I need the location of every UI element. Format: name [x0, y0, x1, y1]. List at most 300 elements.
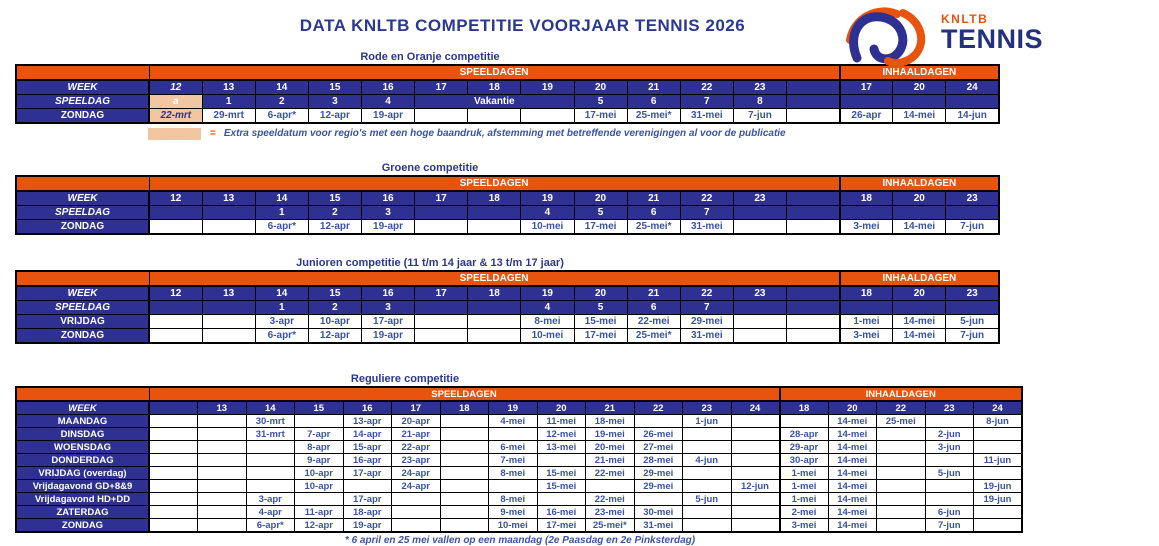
date-cell	[925, 454, 974, 467]
date-cell	[468, 109, 521, 124]
row-label: SPEELDAG	[16, 206, 149, 220]
date-cell: 3-mei	[840, 329, 893, 344]
table-corner-cell	[16, 271, 149, 286]
week-cell: 18	[468, 191, 521, 206]
speeldag-cell: 5	[574, 206, 627, 220]
week-cell: 12	[149, 286, 202, 301]
week-cell: 15	[308, 286, 361, 301]
date-cell: 1-mei	[840, 315, 893, 329]
speeldag-cell: 6	[627, 95, 680, 109]
date-cell: 14-mei	[893, 220, 946, 235]
date-cell: 6-apr*	[255, 329, 308, 344]
date-cell: 19-apr	[362, 220, 415, 235]
legend-text: Extra speeldatum voor regio's met een hoge baandruk, afstemming met betreffende verenigingen al voor de publicatie	[223, 128, 786, 139]
week-cell: 18	[840, 191, 893, 206]
date-cell: 14-mei	[828, 493, 877, 506]
legend-equals-sign: =	[210, 128, 216, 139]
row-label: DINSDAG	[16, 428, 149, 441]
date-cell: 6-mei	[489, 441, 538, 454]
date-cell	[537, 493, 586, 506]
date-cell	[974, 441, 1023, 454]
date-cell	[295, 415, 344, 428]
date-cell: 17-mei	[574, 329, 627, 344]
table-row-speeldag	[16, 95, 999, 109]
date-cell	[198, 415, 247, 428]
date-cell	[198, 519, 247, 533]
date-cell: 14-mei	[828, 428, 877, 441]
table-title-groene: Groene competitie	[381, 162, 479, 174]
week-cell: 13	[202, 191, 255, 206]
date-cell: 29-mei	[634, 480, 683, 493]
week-cell: 19	[521, 191, 574, 206]
speeldag-cell: 4	[362, 95, 415, 109]
date-cell	[586, 480, 635, 493]
date-cell: 12-apr	[308, 109, 361, 124]
date-cell: 10-mei	[521, 220, 574, 235]
speeldag-cell	[149, 206, 202, 220]
date-cell	[198, 428, 247, 441]
date-cell: 13-mei	[537, 441, 586, 454]
date-cell	[202, 220, 255, 235]
date-cell: 14-mei	[828, 467, 877, 480]
speeldag-cell	[946, 206, 999, 220]
date-cell: 20-apr	[392, 415, 441, 428]
speeldag-cell	[787, 95, 840, 109]
date-cell: 14-mei	[893, 329, 946, 344]
date-cell	[731, 493, 780, 506]
date-cell	[634, 493, 683, 506]
row-label: ZATERDAG	[16, 506, 149, 519]
date-cell: 4-jun	[683, 454, 732, 467]
date-cell	[246, 467, 295, 480]
date-cell: 7-mei	[489, 454, 538, 467]
speeldagen-header: SPEELDAGEN	[149, 271, 840, 286]
date-cell	[733, 329, 786, 344]
table-row-zondag	[16, 220, 999, 235]
date-cell: 7-jun	[925, 519, 974, 533]
date-cell	[974, 519, 1023, 533]
date-cell: 31-mei	[680, 109, 733, 124]
date-cell: 14-mei	[828, 415, 877, 428]
date-cell: 30-mei	[634, 506, 683, 519]
date-cell	[731, 519, 780, 533]
date-cell	[149, 415, 198, 428]
week-cell: 17	[415, 80, 468, 95]
week-cell: 23	[733, 80, 786, 95]
date-cell	[149, 480, 198, 493]
date-cell	[149, 441, 198, 454]
table-row-zondag	[16, 519, 1022, 533]
date-cell: 19-apr	[343, 519, 392, 533]
date-cell: 15-mei	[537, 480, 586, 493]
row-label: VRIJDAG	[16, 315, 149, 329]
date-cell	[787, 329, 840, 344]
week-cell: 13	[202, 286, 255, 301]
date-cell: 26-apr	[840, 109, 893, 124]
date-cell: 3-mei	[840, 220, 893, 235]
date-cell	[440, 454, 489, 467]
week-cell: 14	[246, 401, 295, 415]
date-cell	[202, 329, 255, 344]
date-cell: 1-jun	[683, 415, 732, 428]
date-cell	[731, 467, 780, 480]
date-cell	[537, 454, 586, 467]
date-cell	[149, 493, 198, 506]
week-cell: 17	[840, 80, 893, 95]
speeldag-cell	[149, 301, 202, 315]
row-label: WEEK	[16, 80, 149, 95]
speeldag-cell	[468, 206, 521, 220]
table-row-vrijdag-overdag-	[16, 467, 1022, 480]
week-cell: 16	[343, 401, 392, 415]
inhaaldagen-header: INHAALDAGEN	[840, 176, 999, 191]
date-cell	[198, 493, 247, 506]
date-cell	[877, 506, 926, 519]
date-cell	[198, 454, 247, 467]
date-cell: 12-apr	[295, 519, 344, 533]
date-cell	[683, 441, 732, 454]
date-cell	[198, 480, 247, 493]
date-cell	[415, 329, 468, 344]
date-cell	[246, 454, 295, 467]
date-cell: 17-apr	[343, 467, 392, 480]
week-cell: 23	[733, 286, 786, 301]
date-cell	[787, 109, 840, 124]
date-cell	[787, 315, 840, 329]
date-cell: 24-apr	[392, 467, 441, 480]
table-reguliere	[15, 386, 1023, 533]
date-cell	[149, 315, 202, 329]
date-cell	[440, 441, 489, 454]
date-cell: 19-apr	[362, 329, 415, 344]
row-label: ZONDAG	[16, 220, 149, 235]
knltb-swirl-icon	[843, 4, 935, 66]
week-cell: 22	[680, 286, 733, 301]
date-cell	[974, 467, 1023, 480]
date-cell	[149, 220, 202, 235]
date-cell	[733, 315, 786, 329]
date-cell	[787, 220, 840, 235]
week-cell: 18	[840, 286, 893, 301]
table-row-vrijdagavond-gd-8-9	[16, 480, 1022, 493]
speeldag-cell: 8	[733, 95, 786, 109]
inhaaldagen-header: INHAALDAGEN	[780, 387, 1023, 401]
row-label: VRIJDAG (overdag)	[16, 467, 149, 480]
date-cell: 30-apr	[780, 454, 829, 467]
date-cell: 1-mei	[780, 493, 829, 506]
date-cell	[246, 480, 295, 493]
week-cell: 23	[683, 401, 732, 415]
date-cell	[733, 220, 786, 235]
speeldagen-header: SPEELDAGEN	[149, 387, 780, 401]
speeldag-cell: 7	[680, 206, 733, 220]
date-cell: 22-apr	[392, 441, 441, 454]
logo-text	[941, 12, 1043, 52]
row-label: Vrijdagavond HD+DD	[16, 493, 149, 506]
week-cell: 20	[893, 191, 946, 206]
date-cell: 1-mei	[780, 480, 829, 493]
date-cell: 3-mei	[780, 519, 829, 533]
date-cell	[198, 506, 247, 519]
speeldag-cell	[787, 206, 840, 220]
week-cell: 20	[537, 401, 586, 415]
date-cell	[440, 467, 489, 480]
table-row-week	[16, 80, 999, 95]
date-cell: 7-apr	[295, 428, 344, 441]
date-cell	[468, 329, 521, 344]
date-cell	[925, 493, 974, 506]
date-cell	[731, 428, 780, 441]
table-row-speeldag	[16, 301, 999, 315]
table-row-woensdag	[16, 441, 1022, 454]
week-cell: 23	[925, 401, 974, 415]
date-cell: 2-jun	[925, 428, 974, 441]
speeldag-cell: 6	[627, 206, 680, 220]
date-cell	[731, 454, 780, 467]
legend	[148, 127, 1159, 140]
table-junioren	[15, 270, 1000, 344]
date-cell	[877, 441, 926, 454]
date-cell	[392, 519, 441, 533]
date-cell	[877, 467, 926, 480]
row-label: ZONDAG	[16, 109, 149, 124]
date-cell: 25-mei*	[627, 220, 680, 235]
table-title-reguliere: Reguliere competitie	[350, 373, 460, 385]
week-cell: 17	[392, 401, 441, 415]
week-cell: 16	[362, 80, 415, 95]
speeldag-cell: 1	[255, 301, 308, 315]
section-reguliere	[15, 372, 1159, 533]
date-cell: 29-mei	[634, 467, 683, 480]
date-cell	[246, 441, 295, 454]
table-title-junioren: Junioren competitie (11 t/m 14 jaar & 13 t/m 17 jaar)	[296, 257, 564, 269]
date-cell: 16-mei	[537, 506, 586, 519]
date-cell: 15-mei	[574, 315, 627, 329]
date-cell: 23-apr	[392, 454, 441, 467]
date-cell	[149, 506, 198, 519]
date-cell: 17-apr	[343, 493, 392, 506]
speeldag-cell	[415, 206, 468, 220]
date-cell: 31-mrt	[246, 428, 295, 441]
table-row-week	[16, 401, 1022, 415]
date-cell	[198, 441, 247, 454]
date-cell	[683, 506, 732, 519]
week-cell: 18	[440, 401, 489, 415]
speeldag-cell	[893, 301, 946, 315]
week-cell: 19	[521, 80, 574, 95]
speeldag-cell	[468, 301, 521, 315]
date-cell: 15-apr	[343, 441, 392, 454]
date-cell: 12-jun	[731, 480, 780, 493]
week-cell: 20	[893, 286, 946, 301]
date-cell: 13-apr	[343, 415, 392, 428]
week-cell: 23	[733, 191, 786, 206]
date-cell	[440, 428, 489, 441]
week-cell: 12	[149, 80, 202, 95]
logo-brand-text: KNLTB	[941, 12, 989, 26]
week-cell: 21	[627, 191, 680, 206]
date-cell	[202, 315, 255, 329]
week-cell: 19	[489, 401, 538, 415]
row-label: ZONDAG	[16, 519, 149, 533]
table-rode-en-oranje	[15, 64, 1000, 124]
table-title-rode-en-oranje: Rode en Oranje competitie	[360, 51, 500, 63]
date-cell: 17-mei	[574, 109, 627, 124]
week-cell: 15	[295, 401, 344, 415]
date-cell	[149, 329, 202, 344]
date-cell: 7-jun	[733, 109, 786, 124]
table-corner-cell	[16, 387, 149, 401]
row-label: DONDERDAG	[16, 454, 149, 467]
date-cell: 14-mei	[893, 109, 946, 124]
date-cell	[925, 480, 974, 493]
speeldagen-header: SPEELDAGEN	[149, 65, 840, 80]
week-cell: 22	[877, 401, 926, 415]
date-cell: 29-apr	[780, 441, 829, 454]
date-cell	[295, 493, 344, 506]
week-cell: 12	[149, 191, 202, 206]
week-cell: 19	[521, 286, 574, 301]
date-cell: 14-mei	[828, 480, 877, 493]
row-label: WEEK	[16, 286, 149, 301]
speeldag-cell	[840, 95, 893, 109]
speeldag-cell	[415, 301, 468, 315]
speeldagen-header: SPEELDAGEN	[149, 176, 840, 191]
table-corner-cell	[16, 65, 149, 80]
date-cell: 5-jun	[946, 315, 999, 329]
speeldag-cell	[893, 206, 946, 220]
speeldag-cell: 3	[362, 301, 415, 315]
table-row-zondag	[16, 329, 999, 344]
week-cell: 21	[627, 286, 680, 301]
week-cell: 22	[680, 191, 733, 206]
week-cell: 13	[202, 80, 255, 95]
date-cell: 7-jun	[946, 329, 999, 344]
date-cell: 8-apr	[295, 441, 344, 454]
row-label: WOENSDAG	[16, 441, 149, 454]
date-cell: 23-mei	[586, 506, 635, 519]
date-cell	[780, 415, 829, 428]
week-cell: 17	[415, 191, 468, 206]
row-label: SPEELDAG	[16, 301, 149, 315]
date-cell	[415, 109, 468, 124]
table-row-dinsdag	[16, 428, 1022, 441]
date-cell: 25-mei*	[627, 109, 680, 124]
date-cell: 14-mei	[828, 441, 877, 454]
speeldag-cell	[840, 206, 893, 220]
date-cell: 22-mei	[627, 315, 680, 329]
week-cell: 13	[198, 401, 247, 415]
date-cell	[149, 428, 198, 441]
table-groene	[15, 175, 1000, 235]
table-row-week	[16, 286, 999, 301]
date-cell: 18-apr	[343, 506, 392, 519]
week-cell	[787, 191, 840, 206]
table-row-zondag	[16, 109, 999, 124]
date-cell: 14-apr	[343, 428, 392, 441]
date-cell	[634, 415, 683, 428]
date-cell: 22-mei	[586, 493, 635, 506]
date-cell	[198, 467, 247, 480]
date-cell	[877, 493, 926, 506]
speeldag-cell	[893, 95, 946, 109]
speeldag-cell: 4	[521, 301, 574, 315]
speeldag-cell	[202, 301, 255, 315]
date-cell	[489, 480, 538, 493]
week-cell: 22	[634, 401, 683, 415]
date-cell: 16-apr	[343, 454, 392, 467]
date-cell	[974, 428, 1023, 441]
week-cell	[787, 80, 840, 95]
table-row-zaterdag	[16, 506, 1022, 519]
date-cell: 19-mei	[586, 428, 635, 441]
date-cell: 29-mrt	[202, 109, 255, 124]
date-cell: 3-jun	[925, 441, 974, 454]
date-cell	[343, 480, 392, 493]
date-cell: 25-mei*	[586, 519, 635, 533]
knltb-logo	[843, 4, 1043, 66]
date-cell: 26-mei	[634, 428, 683, 441]
week-cell: 14	[255, 80, 308, 95]
date-cell	[440, 519, 489, 533]
date-cell: 22-mrt	[149, 109, 202, 124]
week-cell: 21	[586, 401, 635, 415]
week-cell: 14	[255, 191, 308, 206]
speeldag-cell: 7	[680, 301, 733, 315]
week-cell: 24	[946, 80, 999, 95]
week-cell: 20	[574, 80, 627, 95]
date-cell: 10-mei	[521, 329, 574, 344]
speeldag-cell: a	[149, 95, 202, 109]
speeldag-cell: Vakantie	[415, 95, 574, 109]
date-cell	[415, 220, 468, 235]
date-cell: 27-mei	[634, 441, 683, 454]
speeldag-cell: 2	[308, 301, 361, 315]
date-cell: 9-apr	[295, 454, 344, 467]
week-cell: 15	[308, 191, 361, 206]
date-cell: 7-jun	[946, 220, 999, 235]
footnote: * 6 april en 25 mei vallen op een maandag (2e Paasdag en 2e Pinksterdag)	[344, 535, 696, 546]
speeldag-cell	[840, 301, 893, 315]
week-cell: 14	[255, 286, 308, 301]
date-cell: 19-jun	[974, 480, 1023, 493]
speeldag-cell: 2	[308, 206, 361, 220]
week-cell: 20	[828, 401, 877, 415]
date-cell: 19-apr	[362, 109, 415, 124]
date-cell: 29-mei	[680, 315, 733, 329]
date-cell: 4-apr	[246, 506, 295, 519]
date-cell: 17-mei	[574, 220, 627, 235]
date-cell: 12-apr	[308, 329, 361, 344]
date-cell: 10-mei	[489, 519, 538, 533]
speeldag-cell: 6	[627, 301, 680, 315]
date-cell	[489, 428, 538, 441]
legend-peach-swatch	[148, 128, 201, 140]
date-cell: 12-apr	[308, 220, 361, 235]
week-cell: 22	[680, 80, 733, 95]
speeldag-cell: 1	[255, 206, 308, 220]
week-cell	[149, 401, 198, 415]
date-cell	[149, 454, 198, 467]
speeldag-cell: 5	[574, 301, 627, 315]
row-label: Vrijdagavond GD+8&9	[16, 480, 149, 493]
speeldag-cell: 5	[574, 95, 627, 109]
table-row-vrijdag	[16, 315, 999, 329]
row-label: MAANDAG	[16, 415, 149, 428]
date-cell: 1-mei	[780, 467, 829, 480]
speeldag-cell	[733, 206, 786, 220]
week-cell: 21	[627, 80, 680, 95]
